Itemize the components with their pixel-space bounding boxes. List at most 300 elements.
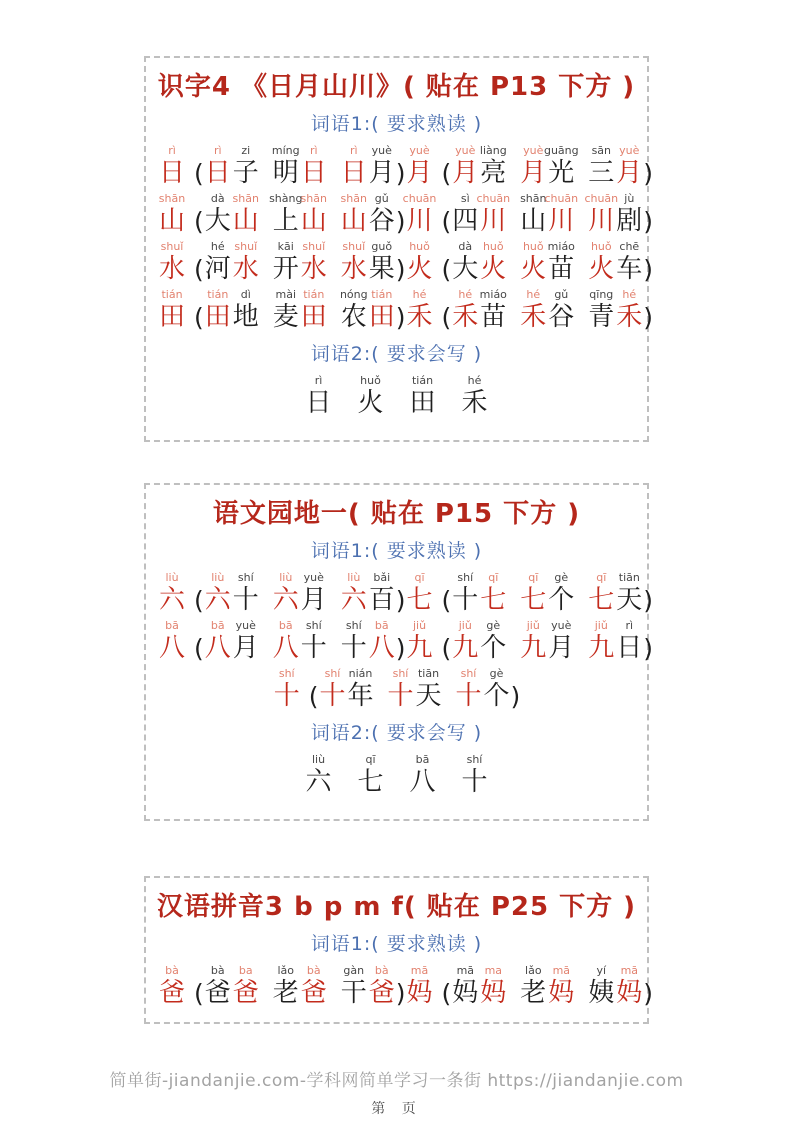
- pinyin-label: míng: [271, 144, 300, 157]
- hanzi-char: 十: [232, 585, 259, 615]
- hanzi-with-pinyin: [451, 240, 479, 286]
- hanzi-with-pinyin: [479, 240, 507, 286]
- hanzi-with-pinyin: [543, 144, 579, 190]
- hanzi-char: 七: [480, 585, 507, 615]
- pinyin-label: shí: [324, 667, 341, 680]
- hanzi-char: 十: [340, 633, 367, 663]
- word-entry: [406, 144, 654, 190]
- word-group: [587, 619, 643, 665]
- hanzi-char: 八: [204, 633, 231, 663]
- hanzi-char: 苗: [548, 254, 575, 284]
- pinyin-label: liù: [165, 571, 179, 584]
- hanzi-with-pinyin: [158, 288, 186, 334]
- hanzi-with-pinyin: [409, 374, 437, 420]
- pinyin-label: gǔ: [374, 192, 389, 205]
- hanzi-with-pinyin: [615, 964, 643, 1010]
- pinyin-label: hé: [622, 288, 637, 301]
- pinyin-label: bā: [210, 619, 225, 632]
- hanzi-with-pinyin: [204, 964, 232, 1010]
- hanzi-char: 果: [368, 254, 395, 284]
- pinyin-label: yuè: [371, 144, 392, 157]
- hanzi-with-pinyin: [340, 288, 368, 334]
- pinyin-label: liù: [311, 753, 326, 766]
- pinyin-label: mā: [552, 964, 571, 977]
- word-row: [156, 619, 654, 665]
- word-group: [519, 192, 579, 238]
- pinyin-label: shuǐ: [234, 240, 258, 253]
- hanzi-with-pinyin: [272, 619, 300, 665]
- pinyin-label: tián: [303, 288, 325, 301]
- hanzi-with-pinyin: [340, 144, 368, 190]
- pinyin-label: miáo: [479, 288, 507, 301]
- hanzi-with-pinyin: [340, 964, 368, 1010]
- hanzi-with-pinyin: [479, 619, 507, 665]
- writing-label: 词语2:( 要求会写 ): [310, 343, 483, 365]
- word-group: [387, 667, 443, 713]
- word-group: [519, 240, 575, 286]
- pinyin-label: hé: [210, 240, 225, 253]
- pinyin-label: huǒ: [409, 240, 430, 253]
- pinyin-label: yuè: [619, 144, 640, 157]
- hanzi-with-pinyin: [305, 374, 333, 420]
- pinyin-label: chuān: [476, 192, 511, 205]
- word-group: [272, 964, 328, 1010]
- hanzi-char: 六: [204, 585, 231, 615]
- hanzi-with-pinyin: [587, 288, 615, 334]
- word-entry: [158, 144, 406, 190]
- hanzi-with-pinyin: [615, 571, 643, 617]
- pinyin-label: shàng: [269, 192, 303, 205]
- hanzi-char: 个: [480, 633, 507, 663]
- pinyin-label: gè: [554, 571, 569, 584]
- close-paren: ): [643, 207, 654, 236]
- pinyin-label: nóng: [339, 288, 368, 301]
- pinyin-label: nián: [348, 667, 373, 680]
- word-entry: [273, 667, 521, 713]
- close-paren: ): [395, 586, 406, 615]
- hanzi-char: 麦: [272, 302, 299, 332]
- hanzi-char: 六: [158, 585, 185, 615]
- hanzi-with-pinyin: [387, 667, 415, 713]
- pinyin-label: shí: [278, 667, 295, 680]
- pinyin-label: qī: [414, 571, 425, 584]
- hanzi-char: 水: [232, 254, 259, 284]
- hanzi-with-pinyin: [455, 667, 483, 713]
- hanzi-char: 干: [340, 978, 367, 1008]
- hanzi-with-pinyin: [476, 192, 511, 238]
- word-group: [204, 288, 260, 334]
- pinyin-label: shān: [520, 192, 547, 205]
- hanzi-with-pinyin: [232, 571, 260, 617]
- hanzi-char: 日: [158, 158, 185, 188]
- pinyin-label: rì: [168, 144, 176, 157]
- hanzi-char: 七: [406, 585, 433, 615]
- hanzi-char: 日: [616, 633, 643, 663]
- hanzi-char: 谷: [548, 302, 575, 332]
- open-paren: (: [194, 159, 204, 188]
- hanzi-with-pinyin: [519, 192, 547, 238]
- open-paren: (: [441, 979, 452, 1008]
- pinyin-label: sān: [591, 144, 612, 157]
- hanzi-char: 光: [548, 158, 575, 188]
- word-group: [340, 964, 396, 1010]
- hanzi-char: 六: [272, 585, 299, 615]
- hanzi-with-pinyin: [519, 964, 547, 1010]
- sections-container: [0, 56, 793, 1024]
- hanzi-with-pinyin: [544, 192, 579, 238]
- hanzi-with-pinyin: [451, 964, 479, 1010]
- close-paren: ): [643, 159, 654, 188]
- hanzi-with-pinyin: [204, 192, 232, 238]
- pinyin-label: shí: [392, 667, 409, 680]
- pinyin-label: bā: [278, 619, 293, 632]
- word-entry: [158, 288, 406, 334]
- hanzi-char: 十: [300, 633, 327, 663]
- section-title: 汉语拼音3 b p m f( 贴在 P25 下方 ): [156, 892, 637, 922]
- hanzi-char: 十: [461, 767, 488, 797]
- word-group: [272, 240, 328, 286]
- pinyin-label: shí: [237, 571, 254, 584]
- word-entry: [158, 571, 406, 617]
- word-group: [269, 192, 328, 238]
- hanzi-with-pinyin: [461, 753, 489, 799]
- hanzi-with-pinyin: [300, 619, 328, 665]
- word-group: [587, 288, 643, 334]
- hanzi-char: 日: [340, 158, 367, 188]
- word-group: [204, 240, 260, 286]
- pinyin-label: qī: [596, 571, 607, 584]
- pinyin-label: bā: [165, 619, 179, 632]
- hanzi-char: 车: [616, 254, 643, 284]
- hanzi-char: 月: [548, 633, 575, 663]
- pinyin-label: qī: [365, 753, 376, 766]
- pinyin-label: liàng: [479, 144, 507, 157]
- pinyin-label: rì: [349, 144, 358, 157]
- hanzi-with-pinyin: [406, 240, 434, 286]
- pinyin-label: tián: [207, 288, 229, 301]
- hanzi-char: 姨: [588, 978, 615, 1008]
- hanzi-char: 山: [340, 206, 367, 236]
- word-group: [204, 964, 260, 1010]
- hanzi-char: 田: [368, 302, 395, 332]
- word-entry: [158, 964, 406, 1010]
- hanzi-char: 妈: [548, 978, 575, 1008]
- hanzi-with-pinyin: [340, 240, 368, 286]
- word-group: [451, 964, 507, 1010]
- hanzi-char: 爸: [204, 978, 231, 1008]
- pinyin-label: yí: [596, 964, 607, 977]
- hanzi-char: 子: [232, 158, 259, 188]
- hanzi-char: 日: [300, 158, 327, 188]
- hanzi-with-pinyin: [547, 571, 575, 617]
- hanzi-with-pinyin: [547, 288, 575, 334]
- hanzi-char: 九: [452, 633, 479, 663]
- word-group: [272, 571, 328, 617]
- footer-watermark: 简单街-jiandanjie.com-学科网简单学习一条街 https://jiandanjie.com: [109, 1071, 684, 1091]
- pinyin-label: yuè: [235, 619, 256, 632]
- hanzi-char: 农: [340, 302, 367, 332]
- pinyin-label: huǒ: [522, 240, 544, 253]
- hanzi-with-pinyin: [204, 288, 232, 334]
- close-paren: ): [643, 586, 654, 615]
- hanzi-with-pinyin: [232, 619, 260, 665]
- hanzi-with-pinyin: [519, 240, 547, 286]
- hanzi-with-pinyin: [368, 288, 396, 334]
- word-group: [451, 288, 507, 334]
- hanzi-with-pinyin: [409, 753, 437, 799]
- close-paren: ): [643, 255, 654, 284]
- pinyin-label: yuè: [551, 619, 572, 632]
- hanzi-char: 八: [272, 633, 299, 663]
- hanzi-char: 四: [452, 206, 479, 236]
- pinyin-label: rì: [309, 144, 318, 157]
- pinyin-label: shān: [340, 192, 367, 205]
- hanzi-char: 山: [158, 206, 185, 236]
- reading-label: 词语1:( 要求熟读 ): [310, 113, 483, 135]
- hanzi-with-pinyin: [158, 192, 186, 238]
- hanzi-with-pinyin: [479, 571, 507, 617]
- hanzi-char: 九: [588, 633, 615, 663]
- hanzi-char: 八: [158, 633, 185, 663]
- pinyin-label: huǒ: [482, 240, 504, 253]
- pinyin-label: rì: [213, 144, 222, 157]
- hanzi-char: 十: [452, 585, 479, 615]
- pinyin-label: sì: [460, 192, 470, 205]
- word-group: [340, 144, 396, 190]
- hanzi-with-pinyin: [300, 144, 328, 190]
- hanzi-char: 亮: [480, 158, 507, 188]
- hanzi-char: 禾: [406, 302, 433, 332]
- word-group: [451, 192, 511, 238]
- pinyin-label: yuè: [409, 144, 430, 157]
- hanzi-with-pinyin: [368, 964, 396, 1010]
- open-paren: (: [441, 255, 452, 284]
- hanzi-with-pinyin: [347, 667, 375, 713]
- hanzi-with-pinyin: [300, 240, 328, 286]
- word-group: [587, 240, 643, 286]
- hanzi-char: 爸: [158, 978, 185, 1008]
- hanzi-with-pinyin: [587, 571, 615, 617]
- pinyin-label: kāi: [277, 240, 294, 253]
- hanzi-with-pinyin: [368, 571, 396, 617]
- hanzi-with-pinyin: [587, 240, 615, 286]
- hanzi-with-pinyin: [305, 753, 333, 799]
- open-paren: (: [194, 634, 204, 663]
- word-group: [340, 240, 396, 286]
- hanzi-with-pinyin: [300, 288, 328, 334]
- hanzi-char: 个: [483, 681, 510, 711]
- open-paren: (: [441, 159, 452, 188]
- word-entry: [406, 964, 654, 1010]
- pinyin-label: chuān: [584, 192, 619, 205]
- pinyin-label: guāng: [543, 144, 579, 157]
- hanzi-with-pinyin: [300, 192, 328, 238]
- close-paren: ): [395, 255, 406, 284]
- hanzi-char: 三: [588, 158, 615, 188]
- pinyin-label: qīng: [589, 288, 614, 301]
- hanzi-with-pinyin: [368, 144, 396, 190]
- pinyin-label: yuè: [523, 144, 544, 157]
- hanzi-char: 妈: [452, 978, 479, 1008]
- writing-chars-row: [156, 753, 637, 799]
- pinyin-label: bǎi: [373, 571, 391, 584]
- hanzi-char: 地: [232, 302, 259, 332]
- hanzi-with-pinyin: [519, 571, 547, 617]
- pinyin-label: gè: [489, 667, 504, 680]
- pinyin-label: shān: [300, 192, 327, 205]
- close-paren: ): [643, 303, 654, 332]
- open-paren: (: [441, 303, 452, 332]
- pinyin-label: zi: [241, 144, 251, 157]
- hanzi-with-pinyin: [158, 240, 186, 286]
- open-paren: (: [441, 207, 452, 236]
- pinyin-label: tiān: [417, 667, 440, 680]
- hanzi-char: 火: [520, 254, 547, 284]
- pinyin-label: mā: [410, 964, 429, 977]
- hanzi-char: 八: [409, 767, 436, 797]
- pinyin-label: liù: [279, 571, 293, 584]
- pinyin-label: bà: [210, 964, 225, 977]
- word-group: [340, 192, 396, 238]
- pinyin-label: mā: [620, 964, 639, 977]
- word-group: [340, 288, 396, 334]
- word-group: [519, 144, 579, 190]
- open-paren: (: [308, 682, 319, 711]
- hanzi-with-pinyin: [406, 144, 434, 190]
- pinyin-label: dì: [240, 288, 251, 301]
- pinyin-label: liù: [211, 571, 225, 584]
- word-group: [204, 192, 260, 238]
- page-number-label: 第 页: [371, 1101, 422, 1117]
- hanzi-char: 月: [368, 158, 395, 188]
- close-paren: ): [643, 634, 654, 663]
- hanzi-char: 七: [357, 767, 384, 797]
- hanzi-with-pinyin: [587, 619, 615, 665]
- hanzi-with-pinyin: [357, 374, 385, 420]
- word-group: [455, 667, 511, 713]
- hanzi-with-pinyin: [451, 144, 479, 190]
- hanzi-char: 田: [204, 302, 231, 332]
- word-entry: [158, 240, 406, 286]
- pinyin-label: chuān: [402, 192, 437, 205]
- hanzi-with-pinyin: [406, 288, 434, 334]
- hanzi-char: 十: [455, 681, 482, 711]
- pinyin-label: hé: [412, 288, 427, 301]
- hanzi-with-pinyin: [483, 667, 511, 713]
- hanzi-char: 月: [452, 158, 479, 188]
- hanzi-char: 明: [272, 158, 299, 188]
- hanzi-with-pinyin: [615, 619, 643, 665]
- hanzi-char: 妈: [480, 978, 507, 1008]
- hanzi-with-pinyin: [272, 240, 300, 286]
- hanzi-char: 九: [406, 633, 433, 663]
- hanzi-char: 十: [387, 681, 414, 711]
- hanzi-char: 十: [319, 681, 346, 711]
- hanzi-with-pinyin: [340, 571, 368, 617]
- hanzi-with-pinyin: [368, 619, 396, 665]
- hanzi-with-pinyin: [451, 288, 479, 334]
- pinyin-label: hé: [526, 288, 541, 301]
- pinyin-label: gàn: [343, 964, 365, 977]
- word-group: [587, 144, 643, 190]
- hanzi-with-pinyin: [272, 964, 300, 1010]
- hanzi-char: 禾: [461, 388, 488, 418]
- pinyin-label: shí: [345, 619, 362, 632]
- word-row: [156, 192, 654, 238]
- section-title: 识字4 《日月山川》( 贴在 P13 下方 ): [157, 72, 636, 102]
- hanzi-with-pinyin: [402, 192, 437, 238]
- word-group: [272, 619, 328, 665]
- hanzi-with-pinyin: [340, 619, 368, 665]
- pinyin-label: tián: [161, 288, 183, 301]
- pinyin-label: mài: [275, 288, 297, 301]
- hanzi-with-pinyin: [272, 571, 300, 617]
- reading-label: 词语1:( 要求熟读 ): [310, 933, 483, 955]
- pinyin-label: jiǔ: [458, 619, 472, 632]
- pinyin-label: shuǐ: [160, 240, 184, 253]
- hanzi-char: 日: [305, 388, 332, 418]
- pinyin-label: yuè: [303, 571, 324, 584]
- hanzi-char: 田: [158, 302, 185, 332]
- pinyin-label: rì: [314, 374, 323, 387]
- hanzi-char: 水: [158, 254, 185, 284]
- hanzi-with-pinyin: [615, 192, 643, 238]
- word-group: [204, 619, 260, 665]
- hanzi-with-pinyin: [272, 288, 300, 334]
- open-paren: (: [441, 634, 452, 663]
- hanzi-char: 天: [415, 681, 442, 711]
- pinyin-label: qī: [528, 571, 539, 584]
- pinyin-label: shān: [232, 192, 259, 205]
- pinyin-label: miáo: [547, 240, 575, 253]
- hanzi-char: 年: [347, 681, 374, 711]
- hanzi-char: 苗: [480, 302, 507, 332]
- section-title: 语文园地一( 贴在 P15 下方 ): [212, 499, 581, 529]
- hanzi-char: 田: [300, 302, 327, 332]
- hanzi-char: 田: [409, 388, 436, 418]
- hanzi-with-pinyin: [158, 619, 186, 665]
- pinyin-label: shí: [466, 753, 483, 766]
- hanzi-char: 月: [616, 158, 643, 188]
- word-group: [519, 571, 575, 617]
- hanzi-char: 十: [273, 681, 300, 711]
- hanzi-char: 剧: [616, 206, 643, 236]
- pinyin-label: huǒ: [360, 374, 381, 387]
- hanzi-char: 日: [204, 158, 231, 188]
- hanzi-with-pinyin: [269, 192, 303, 238]
- word-group: [584, 192, 643, 238]
- hanzi-with-pinyin: [479, 964, 507, 1010]
- word-row: [156, 964, 654, 1010]
- hanzi-with-pinyin: [232, 240, 260, 286]
- reading-label: 词语1:( 要求熟读 ): [310, 540, 483, 562]
- word-row: [156, 667, 637, 713]
- hanzi-char: 山: [520, 206, 547, 236]
- pinyin-label: bā: [374, 619, 389, 632]
- hanzi-char: 七: [588, 585, 615, 615]
- close-paren: ): [395, 979, 406, 1008]
- pinyin-label: yuè: [455, 144, 476, 157]
- open-paren: (: [194, 255, 204, 284]
- writing-chars-row: [156, 374, 637, 420]
- hanzi-char: 大: [204, 206, 231, 236]
- word-row: [156, 288, 654, 334]
- hanzi-with-pinyin: [415, 667, 443, 713]
- hanzi-char: 八: [368, 633, 395, 663]
- hanzi-with-pinyin: [232, 964, 260, 1010]
- word-row: [156, 240, 654, 286]
- word-group: [272, 288, 328, 334]
